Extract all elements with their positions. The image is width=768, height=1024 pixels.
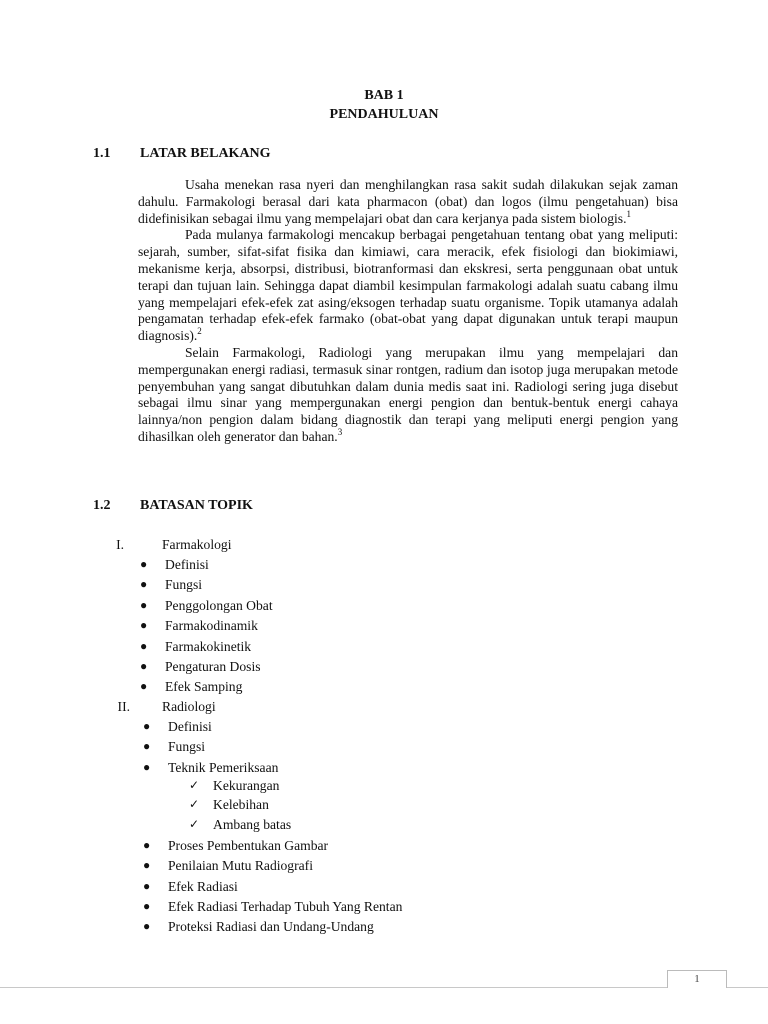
bullet-icon: ● [143, 899, 151, 913]
paragraph-2 [138, 227, 678, 345]
chapter-number: BAB 1 [364, 88, 404, 103]
roman-numeral: I. [116, 537, 124, 552]
chapter-title: PENDAHULUAN [329, 107, 439, 122]
body-text [138, 177, 678, 446]
page-number: 1 [667, 970, 727, 988]
checkmark-icon: ✓ [189, 797, 200, 811]
bullet-icon: ● [143, 760, 151, 774]
bullet-icon: ● [140, 639, 148, 653]
section-number: 1.2 [93, 498, 111, 513]
bullet-icon: ● [140, 598, 148, 612]
bullet-icon: ● [140, 577, 148, 591]
checkmark-icon: ✓ [189, 778, 200, 792]
bullet-icon: ● [143, 739, 151, 753]
topic-label: Farmakologi [162, 537, 232, 552]
bullet-icon: ● [143, 838, 151, 852]
section-title: LATAR BELAKANG [140, 146, 271, 161]
bullet-icon: ● [140, 618, 148, 632]
checkmark-icon: ✓ [189, 817, 200, 831]
bullet-icon: ● [140, 679, 148, 693]
footnote-ref: 3 [337, 426, 343, 437]
footnote-ref: 1 [626, 208, 631, 219]
bullet-icon: ● [140, 557, 148, 571]
bullet-icon: ● [143, 858, 151, 872]
bullet-icon: ● [143, 879, 151, 893]
bullet-icon: ● [140, 659, 148, 673]
section-heading-2 [93, 498, 253, 514]
paragraph-1 [138, 177, 678, 227]
section-heading-1 [93, 146, 271, 162]
topic-label: Radiologi [162, 699, 216, 714]
bullet-icon: ● [143, 919, 151, 933]
section-number: 1.1 [93, 146, 111, 161]
bullet-icon: ● [143, 719, 151, 733]
roman-numeral: II. [117, 699, 130, 714]
footer-divider [0, 987, 768, 988]
paragraph-text: Selain Farmakologi, Radiologi yang merupakan ilmu yang mempelajari dan mempergunakan energi radiasi, termasuk sinar rontgen, radium dan isotop juga merupakan metode penyembuhan yang sangat dibutuhkan dalam dunia medis saat ini. Radiologi sering juga disebut sebagai ilmu sinar yang mempergunakan energi pengion dan bentuk-bentuk energi cahaya lainnya/non pengion dalam bidang diagnostik dan terapi yang meliputi energi pengion yang dihasilkan oleh generator dan bahan. [138, 344, 678, 444]
document-page: BAB 1 PENDAHULUAN 1.1 LATAR BELAKANG Usaha menekan rasa nyeri dan menghilangkan rasa sakit sudah dilakukan sejak zaman dahulu. Farmakologi berasal dari kata pharmacon (obat) dan logos (ilmu pengetahuan) bisa didefinisikan sebagai ilmu yang mempelajari obat dan cara kerjanya pada sistem biologis.$^1$ Pada mulanya farmakologi mencakup berbagai pengetahuan tentang obat yang meliputi: sejarah, sumber, sifat-sifat fisika dan kimiawi, cara meracik, efek fisiologi dan biokimiawi, mekanisme kerja, absorpsi, distribusi, biotranformasi dan ekskresi, serta penggunaan obat untuk terapi dan tujuan lain. Sehingga dapat diambil kesimpulan farmakologi adalah suatu cabang ilmu yang mempelajari efek-efek zat asing/eksogen terhadap suatu organisme. Topik utamanya adalah pengamatan terhadap efek-efek farmako (obat-obat yang dapat digunakan untuk terapi maupun diagnosis).$^2$ Selain Farmakologi, Radiologi yang merupakan ilmu yang mempelajari dan mempergunakan energi radiasi, termasuk sinar rontgen, radium dan isotop juga merupakan metode penyembuhan yang sangat dibutuhkan dalam dunia medis saat ini. Radiologi sering juga disebut sebagai ilmu sinar yang mempergunakan energi pengion dan bentuk-bentuk energi cahaya lainnya/non pengion dalam bidang diagnostik dan terapi yang meliputi energi pengion yang dihasilkan oleh generator dan bahan.$^3$ 1.2 BATASAN TOPIK I. Farmakologi ● Definisi ● Fungsi ● Penggolongan Obat ● Farmakodinamik ● Farmakokinetik ● Pengaturan Dosis ● Efek Samping II. Radiologi ● Definisi ● Fungsi ● Teknik Pemeriksaan ✓ Kekurangan ✓ Kelebihan ✓ Ambang batas ● Proses Pembentukan Gambar ● Penilaian Mutu Radiografi ● Efek Radiasi ● Efek Radiasi Terhadap Tubuh Yang Rentan ● Proteksi Radiasi dan Undang-Undang 1 [0, 0, 768, 1024]
paragraph-text: Usaha menekan rasa nyeri dan menghilangkan rasa sakit sudah dilakukan sejak zaman dahulu. Farmakologi berasal dari kata pharmacon (obat) dan logos (ilmu pengetahuan) bisa didefinisikan sebagai ilmu yang mempelajari obat dan cara kerjanya pada sistem biologis. [138, 177, 678, 226]
paragraph-text: Pada mulanya farmakologi mencakup berbagai pengetahuan tentang obat yang meliputi: sejarah, sumber, sifat-sifat fisika dan kimiawi, cara meracik, efek fisiologi dan biokimiawi, mekanisme kerja, absorpsi, distribusi, biotranformasi dan ekskresi, serta penggunaan obat untuk terapi dan tujuan lain. Sehingga dapat diambil kesimpulan farmakologi adalah suatu cabang ilmu yang mempelajari efek-efek zat asing/eksogen terhadap suatu organisme. Topik utamanya adalah pengamatan terhadap efek-efek farmako (obat-obat yang dapat digunakan untuk terapi maupun diagnosis). [138, 227, 678, 344]
paragraph-3 [138, 345, 678, 446]
footnote-ref: 2 [197, 326, 202, 337]
section-title: BATASAN TOPIK [140, 498, 253, 513]
